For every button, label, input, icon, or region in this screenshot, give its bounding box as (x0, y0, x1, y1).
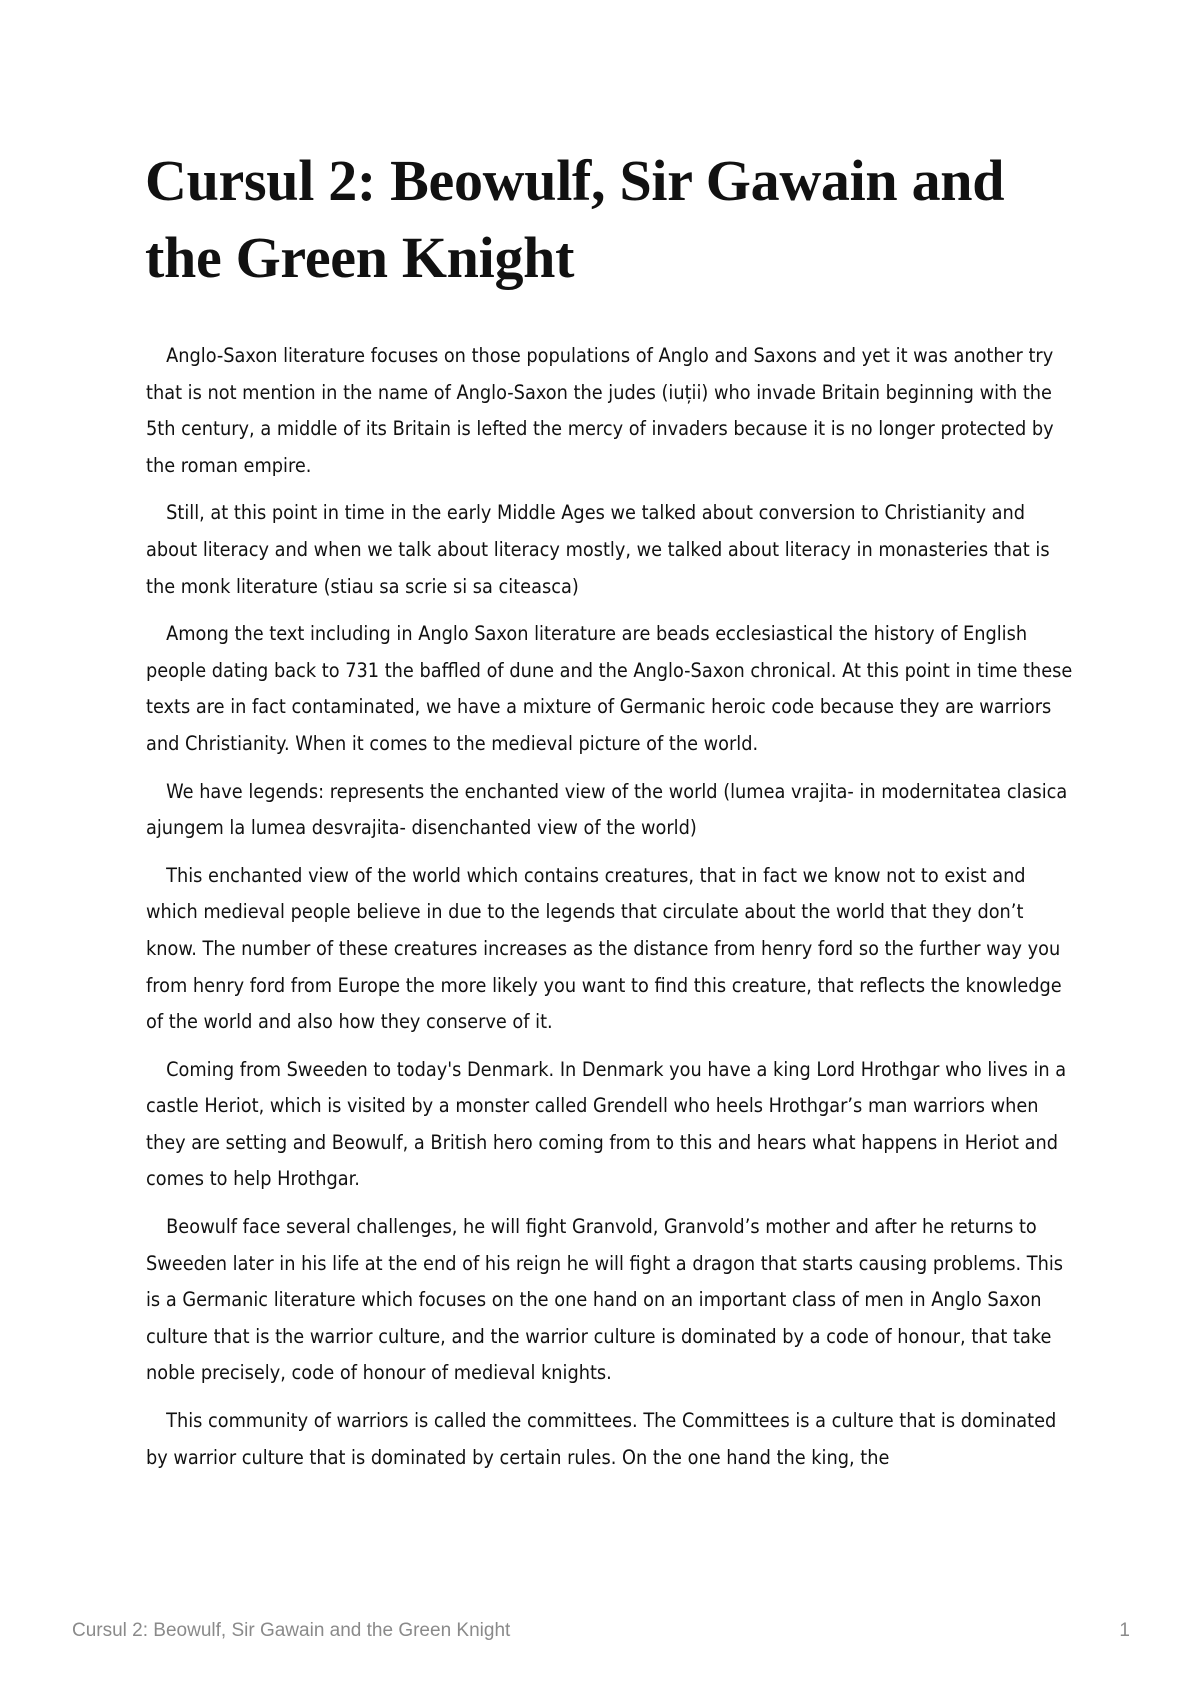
page-title: Cursul 2: Beowulf, Sir Gawain and the Green Knight (145, 148, 1005, 290)
paragraph-4: We have legends: represents the enchanted view of the world (lumea vrajita- in modernitatea clasica ajungem la lumea desvrajita- disenchanted view of the world) (146, 779, 1068, 840)
footer-running-title: Cursul 2: Beowulf, Sir Gawain and the Green Knight (72, 1620, 511, 1641)
footer-page-number: 1 (1119, 1620, 1130, 1641)
paragraph-7: Beowulf face several challenges, he will fight Granvold, Granvold’s mother and after he returns to Sweeden later in his life at the end of his reign he will fight a dragon that starts causing problems. This is a Germanic literature which focuses on the one hand on an important class of men in Anglo Saxon culture that is the warrior culture, and the warrior culture is dominated by a code of honour, that take noble precisely, code of honour of medieval knights. (146, 1215, 1064, 1385)
document-body (146, 338, 1077, 1487)
paragraph-2: Still, at this point in time in the early Middle Ages we talked about conversion to Christianity and about literacy and when we talk about literacy mostly, we talked about literacy in monasteries that is the monk literature (stiau sa scrie si sa citeasca) (146, 501, 1050, 598)
paragraph-6: Coming from Sweeden to today's Denmark. In Denmark you have a king Lord Hrothgar who lives in a castle Heriot, which is visited by a monster called Grendell who heels Hrothgar’s man warriors when they are setting and Beowulf, a British hero coming from to this and hears what happens in Heriot and comes to help Hrothgar. (146, 1057, 1067, 1191)
paragraph-8: This community of warriors is called the committees. The Committees is a culture that is dominated by warrior culture that is dominated by certain rules. On the one hand the king, the (146, 1409, 1057, 1469)
paragraph-1: Anglo-Saxon literature focuses on those populations of Anglo and Saxons and yet it was another try that is not mention in the name of Anglo-Saxon the judes (iuții) who invade Britain beginning with the 5th century, a middle of its Britain is lefted the mercy of invaders because it is no longer protected by the roman empire. (146, 344, 1054, 477)
paragraph-5: This enchanted view of the world which contains creatures, that in fact we know not to exist and which medieval people believe in due to the legends that circulate about the world that they don’t know. The number of these creatures increases as the distance from henry ford so the further way you from henry ford from Europe the more likely you want to find this creature, that reflects the knowledge of the world and also how they conserve of it. (146, 863, 1062, 1034)
paragraph-3: Among the text including in Anglo Saxon literature are beads ecclesiastical the history of English people dating back to 731 the baffled of dune and the Anglo-Saxon chronical. At this point in time these texts are in fact contaminated, we have a mixture of Germanic heroic code because they are warriors and Christianity. When it comes to the medieval picture of the world. (146, 622, 1073, 755)
